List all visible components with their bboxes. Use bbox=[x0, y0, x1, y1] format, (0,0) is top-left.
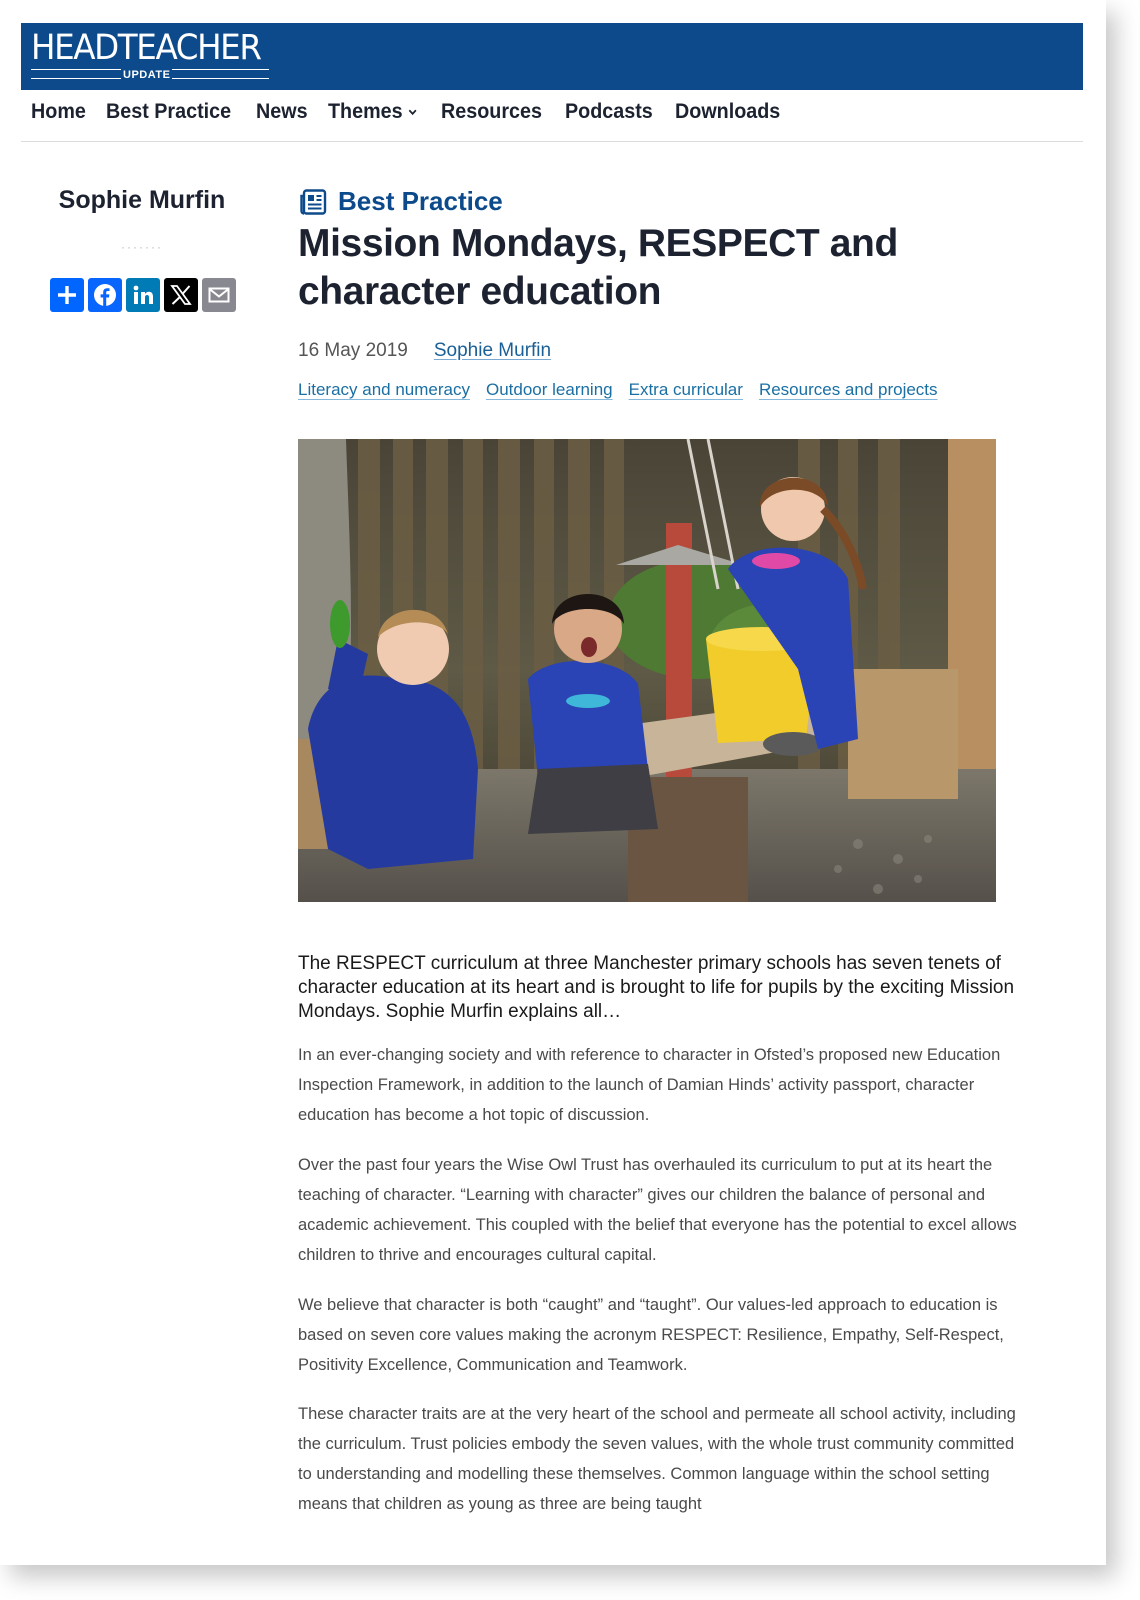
article-paragraph: In an ever-changing society and with reference to character in Ofsted’s proposed new Education Inspection Framework, in addition to the launch of Damian Hinds’ activity passport, character education has become a hot topic of discussion. bbox=[298, 1046, 1001, 1124]
nav-podcasts[interactable]: Podcasts bbox=[565, 100, 653, 123]
email-icon bbox=[206, 282, 232, 308]
tag-extra-curricular[interactable]: Extra curricular bbox=[628, 380, 743, 399]
article-date: 16 May 2019 bbox=[298, 340, 408, 361]
share-facebook-button[interactable] bbox=[88, 278, 122, 312]
linkedin-icon bbox=[130, 282, 156, 308]
article-meta bbox=[298, 340, 551, 362]
article-category[interactable] bbox=[298, 186, 503, 217]
logo-sub-text: UPDATE bbox=[123, 69, 171, 81]
site-header bbox=[21, 23, 1083, 90]
nav-best-practice[interactable]: Best Practice bbox=[106, 100, 232, 123]
tag-literacy-and-numeracy[interactable]: Literacy and numeracy bbox=[298, 380, 470, 399]
article-standfirst: The RESPECT curriculum at three Manchester primary schools has seven tenets of character education at its heart and is brought to life for pupils by the exciting Mission Mondays. Sophie Murfin explains all… bbox=[298, 953, 1015, 1022]
article-paragraph: Over the past four years the Wise Owl Trust has overhauled its curriculum to put at its heart the teaching of character. “Learning with character” gives our children the balance of personal and academic achievement. This coupled with the belief that everyone has the potential to excel allows children to thrive and encourages cultural capital. bbox=[298, 1156, 1017, 1264]
x-icon bbox=[168, 282, 194, 308]
share-buttons bbox=[50, 278, 236, 312]
tag-resources-and-projects[interactable]: Resources and projects bbox=[758, 380, 938, 399]
nav-divider bbox=[21, 141, 1083, 142]
share-x-button[interactable] bbox=[164, 278, 198, 312]
chevron-down-icon bbox=[409, 107, 418, 117]
plus-icon bbox=[54, 282, 80, 308]
article-title: Mission Mondays, RESPECT and character education bbox=[298, 222, 898, 313]
main-nav bbox=[31, 100, 787, 124]
site-logo[interactable] bbox=[31, 29, 271, 85]
nav-resources[interactable]: Resources bbox=[440, 100, 542, 123]
article-author-link[interactable]: Sophie Murfin bbox=[433, 340, 552, 361]
article-paragraph: These character traits are at the very heart of the school and permeate all school activity, including the curriculum. Trust policies embody the seven values, with the whole trust community committed to understanding and modelling these themselves. Common language within the school setting means that children as young as three are being taught bbox=[298, 1405, 1016, 1513]
article-category-label: Best Practice bbox=[338, 186, 503, 216]
nav-themes[interactable] bbox=[328, 100, 418, 124]
nav-news[interactable]: News bbox=[256, 100, 309, 123]
share-email-button[interactable] bbox=[202, 278, 236, 312]
nav-downloads[interactable]: Downloads bbox=[675, 100, 781, 123]
share-linkedin-button[interactable] bbox=[126, 278, 160, 312]
article-hero-image bbox=[298, 439, 996, 902]
facebook-icon bbox=[92, 282, 118, 308]
sidebar-divider: ······· bbox=[121, 240, 163, 254]
share-add-button[interactable] bbox=[50, 278, 84, 312]
article-paragraph: We believe that character is both “caught” and “taught”. Our values-led approach to education is based on seven core values making the acronym RESPECT: Resilience, Empathy, Self-Respect, Positivity Excellence, Communication and Teamwork. bbox=[298, 1296, 1004, 1374]
sidebar-author-name[interactable]: Sophie Murfin bbox=[58, 186, 226, 214]
nav-home[interactable]: Home bbox=[31, 100, 86, 123]
newspaper-icon bbox=[298, 187, 328, 217]
tag-outdoor-learning[interactable]: Outdoor learning bbox=[485, 380, 613, 399]
article-tags bbox=[298, 380, 938, 400]
nav-themes-label: Themes bbox=[328, 100, 403, 123]
logo-main-text: HEADTEACHER bbox=[31, 28, 261, 68]
